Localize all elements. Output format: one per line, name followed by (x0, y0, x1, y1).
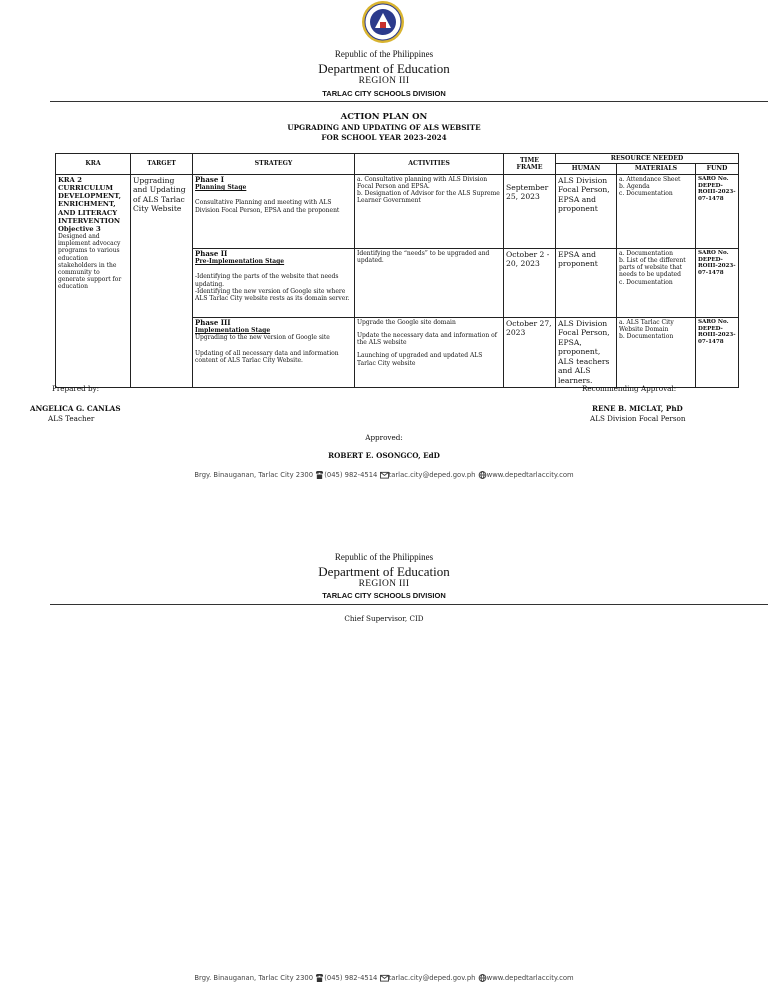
globe-icon (478, 471, 487, 479)
approved-title: Chief Supervisor, CID (344, 614, 424, 623)
approved-name: ROBERT E. OSONGCO, EdD (328, 451, 440, 460)
republic-line: Republic of the Philippines (334, 49, 434, 59)
stage-label: Pre-Implementation Stage (195, 258, 285, 266)
doc-title-line2: UPGRADING AND UPDATING OF ALS WEBSITE (287, 123, 481, 132)
recommending-approval-label: Recommending Approval: (582, 384, 677, 393)
department-line: Department of Education (318, 61, 450, 76)
strategy-text: Consultative Planning and meeting with ALS Division Focal Person, EPSA and the proponent (195, 199, 340, 214)
target-cell: Upgrading and Updating of ALS Tarlac City Website (131, 174, 193, 387)
header-time-frame: TIME FRAME (504, 154, 556, 175)
header-materials: MATERIALS (617, 164, 696, 174)
region-line: REGION III (358, 579, 410, 589)
activity-text: b. Designation of Advisor for the ALS Supreme Learner Government (357, 190, 500, 205)
footer-website: www.depedtarlaccity.com (486, 471, 574, 479)
phone-icon (315, 471, 324, 479)
kra-cell (56, 174, 131, 387)
kra-title: KRA 2 CURRICULUM DEVELOPMENT, ENRICHMENT, AND LITERACY INTERVENTION (58, 175, 121, 225)
action-plan-table (55, 153, 739, 388)
material-text: c. Documentation (619, 278, 673, 286)
strategy-text: Updating of all necessary data and information content of ALS Tarlac City Website. (195, 349, 339, 364)
material-text: a. ALS Tarlac City Website Domain (619, 318, 674, 334)
email-icon (380, 974, 389, 982)
activity-text: Identifying the “needs” to be upgraded and updated. (357, 249, 490, 265)
deped-seal-icon (356, 0, 410, 44)
footer-email: tarlac.city@deped.gov.ph (388, 471, 476, 479)
footer-address: Brgy. Binauganan, Tarlac City 2300 (194, 471, 314, 479)
materials-cell (617, 174, 696, 248)
footer-phone: (045) 982-4514 (324, 471, 378, 479)
activity-text: a. Consultative planning with ALS Division Focal Person and EPSA. (357, 175, 488, 191)
strategy-cell (193, 317, 355, 387)
material-text: b. List of the different parts of website that needs to be updated (619, 257, 686, 279)
republic-line: Republic of the Philippines (334, 552, 434, 562)
human-cell: ALS Division Focal Person, EPSA, proponent, ALS teachers and ALS learners. (556, 317, 617, 387)
time-frame-cell: October 2 - 20, 2023 (504, 248, 556, 317)
recommending-title: ALS Division Focal Person (590, 414, 686, 423)
materials-cell (617, 248, 696, 317)
material-text: a. Documentation (619, 249, 673, 257)
division-line: TARLAC CITY SCHOOLS DIVISION (322, 591, 446, 600)
phase-label: Phase II (195, 248, 228, 258)
activities-cell (355, 248, 504, 317)
header-resource-needed: RESOURCE NEEDED (556, 154, 739, 164)
materials-cell (617, 317, 696, 387)
human-cell: ALS Division Focal Person, EPSA and proponent (556, 174, 617, 248)
doc-title-line1: ACTION PLAN ON (340, 112, 428, 122)
activity-text: Update the necessary data and information of the ALS website (357, 332, 497, 347)
strategy-text: Upgrading to the new version of Google site (195, 334, 330, 342)
header-fund: FUND (696, 164, 739, 174)
human-cell: EPSA and proponent (556, 248, 617, 317)
prepared-by-title: ALS Teacher (48, 414, 95, 423)
fund-cell: SARO No. DEPED-ROIII-2023-07-1478 (696, 317, 739, 387)
header-activities: ACTIVITIES (355, 154, 504, 175)
department-line: Department of Education (318, 564, 450, 579)
page-footer (0, 974, 768, 982)
fund-cell: SARO No. DEPED-ROIII-2023-07-1478 (696, 174, 739, 248)
footer-website: www.depedtarlaccity.com (486, 974, 574, 982)
fund-cell: SARO No. DEPED-ROIII-2023-07-1478 (696, 248, 739, 317)
header-human: HUMAN (556, 164, 617, 174)
recommending-name: RENE B. MICLAT, PhD (592, 404, 683, 413)
strategy-cell (193, 248, 355, 317)
stage-label: Implementation Stage (195, 327, 271, 335)
email-icon (380, 471, 389, 479)
activity-text: Launching of upgraded and updated ALS Tarlac City website (357, 352, 483, 367)
time-frame-cell: October 27, 2023 (504, 317, 556, 387)
strategy-text: -Identifying the new version of Google site where ALS Tarlac City website rests as its domain server. (195, 287, 350, 303)
kra-description: Designed and implement advocacy programs to various education stakeholders in the community to generate support for education (58, 232, 122, 291)
footer-address: Brgy. Binauganan, Tarlac City 2300 (194, 974, 314, 982)
material-text: b. Documentation (619, 333, 674, 341)
footer-email: tarlac.city@deped.gov.ph (388, 974, 476, 982)
header-rule (50, 101, 768, 102)
material-text: b. Agenda (619, 183, 650, 191)
approved-label: Approved: (365, 433, 403, 442)
prepared-by-label: Prepared by: (52, 384, 100, 393)
strategy-cell (193, 174, 355, 248)
activities-cell (355, 174, 504, 248)
material-text: c. Documentation (619, 190, 673, 198)
phase-label: Phase I (195, 174, 224, 184)
header-rule (50, 604, 768, 605)
prepared-by-name: ANGELICA G. CANLAS (30, 404, 121, 413)
doc-title-line3: FOR SCHOOL YEAR 2023-2024 (321, 133, 447, 142)
page-footer (0, 471, 768, 479)
header-kra: KRA (56, 154, 131, 175)
table-row (56, 174, 739, 248)
kra-objective: Objective 3 (58, 224, 101, 233)
time-frame-cell: September 25, 2023 (504, 174, 556, 248)
material-text: a. Attendance Sheet (619, 175, 681, 183)
stage-label: Planning Stage (195, 184, 247, 192)
region-line: REGION III (358, 76, 410, 86)
division-line: TARLAC CITY SCHOOLS DIVISION (322, 89, 446, 98)
header-strategy: STRATEGY (193, 154, 355, 175)
activities-cell (355, 317, 504, 387)
footer-phone: (045) 982-4514 (324, 974, 378, 982)
strategy-text: -Identifying the parts of the website that needs updating. (195, 273, 339, 288)
phone-icon (315, 974, 324, 982)
activity-text: Upgrade the Google site domain (357, 318, 456, 326)
globe-icon (478, 974, 487, 982)
header-target: TARGET (131, 154, 193, 175)
phase-label: Phase III (195, 317, 231, 327)
